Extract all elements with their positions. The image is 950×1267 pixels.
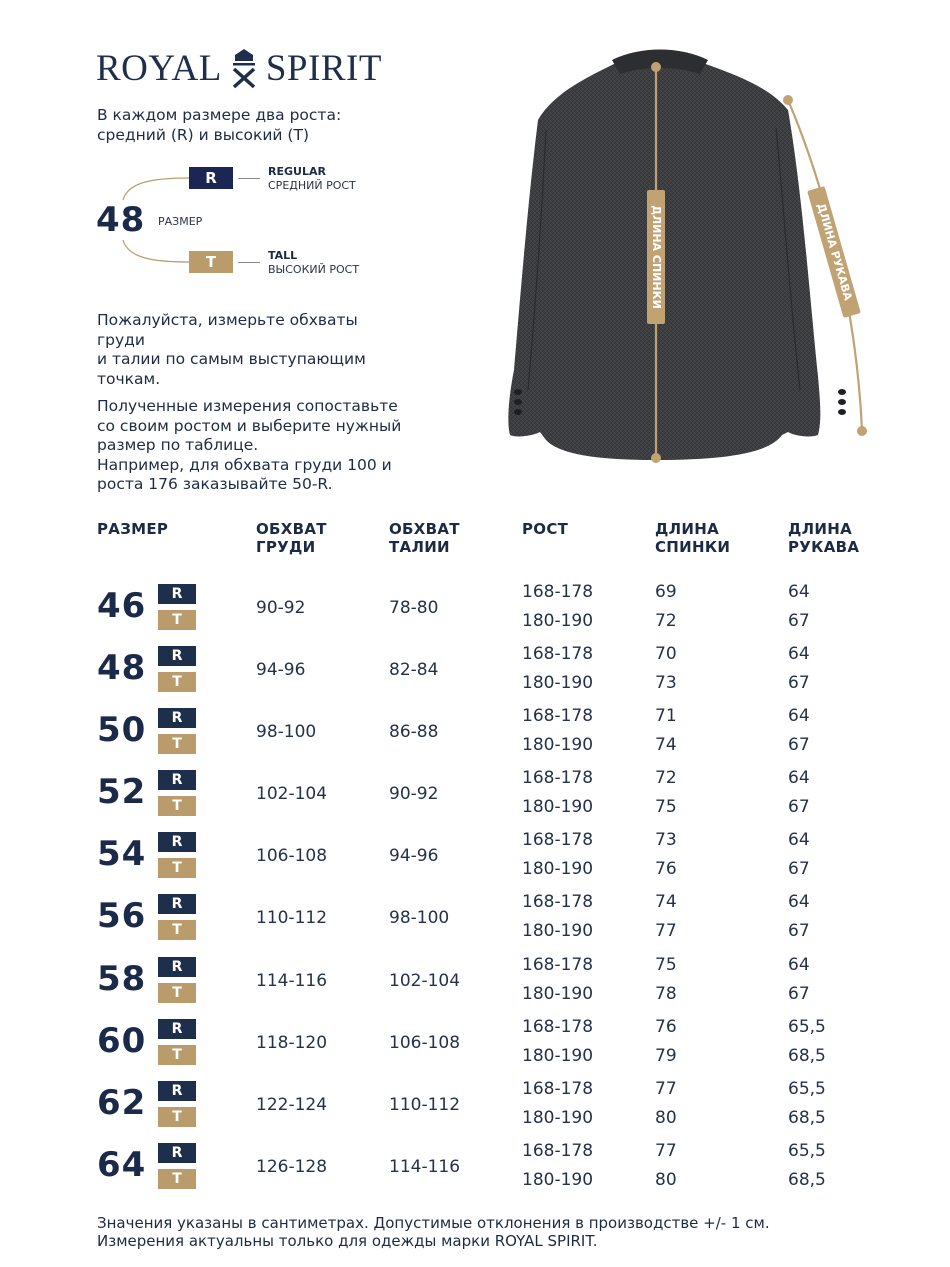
sleeve-tall: 68,5 xyxy=(788,1108,826,1128)
intro-line-2: средний (R) и высокий (T) xyxy=(97,126,309,144)
height-tall: 180-190 xyxy=(522,984,594,1004)
badge-regular: R xyxy=(158,1143,196,1163)
sleeve-regular: 65,5 xyxy=(788,1017,826,1037)
legend-regular-badge: R xyxy=(189,167,233,189)
height-tall: 180-190 xyxy=(522,1108,594,1128)
intro-text xyxy=(97,105,397,145)
back-tall: 72 xyxy=(655,611,677,631)
header-back-length: ДЛИНА СПИНКИ xyxy=(655,520,731,556)
back-tall: 77 xyxy=(655,921,677,941)
measurement-instructions xyxy=(97,311,407,495)
badge-tall: T xyxy=(158,1045,196,1065)
waist-value: 114-116 xyxy=(389,1157,461,1177)
height-regular: 168-178 xyxy=(522,644,594,664)
instructions-line: со своим ростом и выберите нужный xyxy=(97,416,402,435)
badge-tall: T xyxy=(158,734,196,754)
waist-value: 94-96 xyxy=(389,846,439,866)
height-tall: 180-190 xyxy=(522,735,594,755)
badge-tall: T xyxy=(158,983,196,1003)
legend-tall-sub: ВЫСОКИЙ РОСТ xyxy=(268,263,360,276)
legend-size-label: РАЗМЕР xyxy=(158,215,203,228)
back-tall: 73 xyxy=(655,673,677,693)
chest-value: 114-116 xyxy=(256,971,328,991)
instructions-line: и талии по самым выступающим xyxy=(97,350,366,368)
back-length-label: ДЛИНА СПИНКИ xyxy=(650,205,663,309)
back-tall: 76 xyxy=(655,859,677,879)
badge-regular: R xyxy=(158,832,196,852)
sleeve-regular: 64 xyxy=(788,706,810,726)
height-tall: 180-190 xyxy=(522,673,594,693)
jacket-back-diagram xyxy=(450,40,890,480)
sleeve-regular: 64 xyxy=(788,582,810,602)
height-regular: 168-178 xyxy=(522,1141,594,1161)
sleeve-tall: 67 xyxy=(788,859,810,879)
height-tall: 180-190 xyxy=(522,1170,594,1190)
badge-regular: R xyxy=(158,1081,196,1101)
instructions-line: точкам. xyxy=(97,369,161,388)
height-regular: 168-178 xyxy=(522,582,594,602)
chest-value: 94-96 xyxy=(256,660,306,680)
chest-value: 90-92 xyxy=(256,598,306,618)
instructions-line: Например, для обхвата груди 100 и xyxy=(97,455,392,474)
sleeve-length-bottom-dot xyxy=(857,426,867,436)
waist-value: 78-80 xyxy=(389,598,439,618)
badge-regular: R xyxy=(158,584,196,604)
sleeve-regular: 65,5 xyxy=(788,1141,826,1161)
sleeve-tall: 67 xyxy=(788,673,810,693)
waist-value: 110-112 xyxy=(389,1095,461,1115)
sleeve-tall: 67 xyxy=(788,984,810,1004)
instructions-line: Пожалуйста, измерьте обхваты груди xyxy=(97,311,358,349)
chest-value: 102-104 xyxy=(256,784,328,804)
back-tall: 75 xyxy=(655,797,677,817)
height-tall: 180-190 xyxy=(522,1046,594,1066)
badge-tall: T xyxy=(158,858,196,878)
header-waist: ОБХВАТ ТАЛИИ xyxy=(389,520,460,556)
back-tall: 80 xyxy=(655,1108,677,1128)
intro-line-1: В каждом размере два роста: xyxy=(97,106,342,124)
sleeve-tall: 67 xyxy=(788,797,810,817)
header-chest: ОБХВАТ ГРУДИ xyxy=(256,520,327,556)
back-regular: 77 xyxy=(655,1141,677,1161)
footnote-line-2: Измерения актуальны только для одежды марки ROYAL SPIRIT. xyxy=(97,1232,598,1250)
legend-tall-dash xyxy=(238,262,260,263)
footnote xyxy=(97,1214,770,1250)
legend-regular-title: REGULAR xyxy=(268,165,326,178)
header-height: РОСТ xyxy=(522,520,569,538)
chest-value: 106-108 xyxy=(256,846,328,866)
waist-value: 102-104 xyxy=(389,971,461,991)
height-regular: 168-178 xyxy=(522,830,594,850)
back-regular: 72 xyxy=(655,768,677,788)
back-regular: 70 xyxy=(655,644,677,664)
back-tall: 78 xyxy=(655,984,677,1004)
back-tall: 79 xyxy=(655,1046,677,1066)
sleeve-length-tag-group xyxy=(807,186,861,318)
badge-tall: T xyxy=(158,672,196,692)
sleeve-regular: 64 xyxy=(788,644,810,664)
badge-tall: T xyxy=(158,920,196,940)
height-regular: 168-178 xyxy=(522,892,594,912)
legend-size-number: 48 xyxy=(96,200,146,240)
size-number: 56 xyxy=(97,896,147,936)
back-tall: 80 xyxy=(655,1170,677,1190)
sleeve-tall: 67 xyxy=(788,735,810,755)
waist-value: 106-108 xyxy=(389,1033,461,1053)
sleeve-tall: 68,5 xyxy=(788,1046,826,1066)
size-number: 52 xyxy=(97,772,147,812)
badge-regular: R xyxy=(158,894,196,914)
height-tall: 180-190 xyxy=(522,921,594,941)
size-number: 64 xyxy=(97,1145,147,1185)
chest-value: 126-128 xyxy=(256,1157,328,1177)
legend-tall-badge: T xyxy=(189,251,233,273)
back-regular: 77 xyxy=(655,1079,677,1099)
footnote-line-1: Значения указаны в сантиметрах. Допустимые отклонения в производстве +/- 1 см. xyxy=(97,1214,770,1232)
sleeve-regular: 64 xyxy=(788,955,810,975)
table-row xyxy=(0,1017,950,1073)
sleeve-tall: 68,5 xyxy=(788,1170,826,1190)
header-size: РАЗМЕР xyxy=(97,520,169,538)
height-tall: 180-190 xyxy=(522,797,594,817)
sleeve-tall: 67 xyxy=(788,611,810,631)
back-tall: 74 xyxy=(655,735,677,755)
badge-tall: T xyxy=(158,1169,196,1189)
chest-value: 118-120 xyxy=(256,1033,328,1053)
sleeve-length-top-dot xyxy=(783,95,793,105)
legend-regular-dash xyxy=(238,178,260,179)
table-row xyxy=(0,644,950,700)
badge-tall: T xyxy=(158,1107,196,1127)
height-regular: 168-178 xyxy=(522,1017,594,1037)
badge-regular: R xyxy=(158,770,196,790)
size-number: 62 xyxy=(97,1083,147,1123)
table-row xyxy=(0,582,950,638)
height-regular: 168-178 xyxy=(522,706,594,726)
height-regular: 168-178 xyxy=(522,955,594,975)
header-sleeve-length: ДЛИНА РУКАВА xyxy=(788,520,860,556)
brand-word-left: ROYAL xyxy=(96,47,222,89)
brand-word-right: SPIRIT xyxy=(265,47,382,89)
sleeve-tall: 67 xyxy=(788,921,810,941)
badge-regular: R xyxy=(158,957,196,977)
height-regular: 168-178 xyxy=(522,768,594,788)
chest-value: 98-100 xyxy=(256,722,317,742)
instructions-line: размер по таблице. xyxy=(97,436,259,454)
back-regular: 69 xyxy=(655,582,677,602)
table-row xyxy=(0,706,950,762)
height-regular: 168-178 xyxy=(522,1079,594,1099)
size-number: 48 xyxy=(97,648,147,688)
waist-value: 86-88 xyxy=(389,722,439,742)
badge-regular: R xyxy=(158,646,196,666)
chest-value: 122-124 xyxy=(256,1095,328,1115)
badge-tall: T xyxy=(158,796,196,816)
size-number: 58 xyxy=(97,959,147,999)
badge-regular: R xyxy=(158,1019,196,1039)
badge-regular: R xyxy=(158,708,196,728)
height-tall: 180-190 xyxy=(522,611,594,631)
height-tall: 180-190 xyxy=(522,859,594,879)
size-number: 50 xyxy=(97,710,147,750)
table-row xyxy=(0,1079,950,1135)
waist-value: 98-100 xyxy=(389,908,450,928)
size-number: 54 xyxy=(97,834,147,874)
table-row xyxy=(0,955,950,1011)
sleeve-length-label: ДЛИНА РУКАВА xyxy=(814,201,855,303)
legend-tall-title: TALL xyxy=(268,249,298,262)
sleeve-regular: 64 xyxy=(788,768,810,788)
back-regular: 74 xyxy=(655,892,677,912)
instructions-paragraph-1 xyxy=(97,311,407,389)
back-length-bottom-dot xyxy=(651,453,661,463)
back-regular: 75 xyxy=(655,955,677,975)
sleeve-regular: 64 xyxy=(788,892,810,912)
height-legend xyxy=(95,162,415,274)
back-regular: 76 xyxy=(655,1017,677,1037)
legend-regular-sub: СРЕДНИЙ РОСТ xyxy=(268,179,356,192)
instructions-line: роста 176 заказывайте 50-R. xyxy=(97,475,333,493)
crest-icon xyxy=(229,47,259,89)
sleeve-regular: 65,5 xyxy=(788,1079,826,1099)
chest-value: 110-112 xyxy=(256,908,328,928)
size-number: 46 xyxy=(97,586,147,626)
table-row xyxy=(0,830,950,886)
table-row xyxy=(0,768,950,824)
back-regular: 71 xyxy=(655,706,677,726)
table-row xyxy=(0,892,950,948)
back-length-top-dot xyxy=(651,62,661,72)
instructions-paragraph-2 xyxy=(97,397,407,495)
brand-logo xyxy=(96,46,382,90)
back-regular: 73 xyxy=(655,830,677,850)
sleeve-regular: 64 xyxy=(788,830,810,850)
table-row xyxy=(0,1141,950,1197)
instructions-line: Полученные измерения сопоставьте xyxy=(97,397,398,415)
badge-tall: T xyxy=(158,610,196,630)
waist-value: 90-92 xyxy=(389,784,439,804)
size-number: 60 xyxy=(97,1021,147,1061)
waist-value: 82-84 xyxy=(389,660,439,680)
